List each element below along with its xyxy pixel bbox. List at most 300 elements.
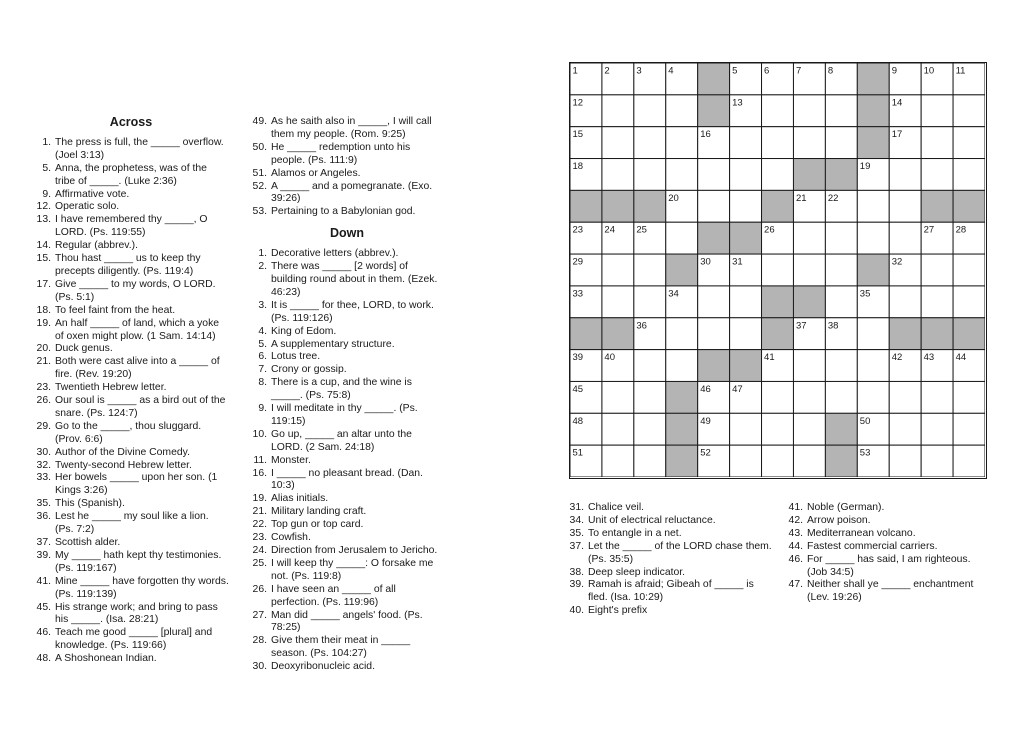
across-clue-list (33, 137, 229, 666)
across-clue (33, 201, 229, 214)
grid-cell[interactable] (921, 95, 953, 127)
grid-cell[interactable] (857, 222, 889, 254)
grid-cell[interactable] (825, 350, 857, 382)
across-clue-number: 50. (252, 141, 267, 153)
down-clue-number: 30. (252, 661, 267, 673)
down-clue-list-continued-1 (566, 502, 774, 618)
grid-block-cell (666, 381, 698, 413)
grid-cell[interactable] (793, 381, 825, 413)
across-clue-number: 9. (42, 188, 51, 200)
grid-cell[interactable] (634, 95, 666, 127)
grid-cell[interactable] (698, 159, 730, 191)
grid-cell[interactable] (857, 190, 889, 222)
down-clue-text: Neither shall ye _____ enchantment (Lev. 19:26) (807, 579, 974, 604)
grid-cell-number: 4 (668, 65, 674, 77)
grid-cell-number: 30 (700, 256, 711, 268)
grid-cell[interactable] (953, 127, 985, 159)
across-clue-text: Twentieth Hebrew letter. (55, 382, 167, 394)
grid-cell-number: 2 (604, 65, 610, 77)
down-clue-text: Deoxyribonucleic acid. (271, 661, 375, 673)
down-clue (566, 567, 774, 580)
grid-cell-number: 17 (891, 129, 903, 141)
down-clue (249, 493, 445, 506)
down-clue-text: Crony or gossip. (271, 364, 347, 376)
grid-cell[interactable] (634, 445, 666, 477)
grid-cell[interactable] (953, 413, 985, 445)
down-clue-number: 10. (252, 428, 267, 440)
grid-cell-number: 48 (572, 415, 584, 427)
down-clue-text: Military landing craft. (271, 506, 367, 518)
down-clue (249, 261, 445, 300)
down-clue-text: For _____ has said, I am righteous. (Job 34:5) (807, 553, 971, 578)
across-clue-list-continued (249, 116, 445, 219)
down-clue-text: I have seen an _____ of all perfection. (Ps. 119:96) (271, 583, 396, 608)
down-clue-text: Fastest commercial carriers. (807, 540, 938, 552)
across-clue-number: 20. (36, 343, 51, 355)
grid-cell[interactable] (825, 254, 857, 286)
middle-column (249, 116, 445, 674)
grid-block-cell (762, 286, 794, 318)
down-clue-text: A supplementary structure. (271, 338, 395, 350)
across-clue (33, 356, 229, 382)
grid-cell[interactable] (921, 413, 953, 445)
grid-cell[interactable] (762, 413, 794, 445)
across-clue (33, 343, 229, 356)
down-clue (249, 364, 445, 377)
grid-cell[interactable] (953, 286, 985, 318)
grid-cell[interactable] (602, 95, 634, 127)
across-clue-text: Both were cast alive into a _____ of fire. (Rev. 19:20) (55, 356, 220, 381)
grid-cell[interactable] (762, 254, 794, 286)
across-clue-text: My _____ hath kept thy testimonies. (Ps. 119:167) (55, 549, 222, 574)
down-clue (249, 545, 445, 558)
grid-block-cell (698, 222, 730, 254)
down-clue (249, 339, 445, 352)
across-clue-text: Alamos or Angeles. (271, 167, 361, 179)
grid-block-cell (698, 63, 730, 95)
grid-cell[interactable] (857, 350, 889, 382)
across-clue (33, 511, 229, 537)
grid-cell[interactable] (921, 286, 953, 318)
across-clue (33, 421, 229, 447)
down-clue (566, 502, 774, 515)
across-clue (33, 163, 229, 189)
down-clue-number: 47. (788, 579, 803, 591)
across-clue (33, 602, 229, 628)
grid-cell-number: 9 (891, 65, 898, 77)
down-clue (249, 468, 445, 494)
down-clue-list (249, 248, 445, 674)
grid-cell[interactable] (698, 286, 730, 318)
grid-block-cell (666, 445, 698, 477)
grid-cell[interactable] (825, 381, 857, 413)
grid-cell[interactable] (602, 159, 634, 191)
across-clue (33, 498, 229, 511)
grid-cell-number: 46 (700, 383, 711, 395)
grid-cell[interactable] (793, 127, 825, 159)
grid-cell[interactable] (921, 159, 953, 191)
grid-cell[interactable] (634, 350, 666, 382)
down-clue-number: 40. (569, 605, 584, 617)
grid-cell-number: 18 (572, 161, 584, 173)
across-clue-number: 52. (252, 180, 267, 192)
across-clue-number: 1. (42, 136, 51, 148)
across-clue (249, 142, 445, 168)
across-clue-number: 21. (36, 356, 51, 368)
grid-cell-number: 31 (732, 256, 743, 268)
across-clue (249, 206, 445, 219)
down-continued-column-1 (566, 502, 774, 618)
down-clue (785, 541, 985, 554)
across-clue-number: 29. (36, 420, 51, 432)
across-clue (249, 116, 445, 142)
across-clue-text: As he saith also in _____, I will call them my people. (Rom. 9:25) (271, 116, 432, 140)
down-clue-text: It is _____ for thee, LORD, to work. (Ps. 119:126) (271, 299, 434, 324)
grid-cell[interactable] (762, 95, 794, 127)
grid-cell[interactable] (730, 190, 762, 222)
down-clue-text: I will keep thy _____: O forsake me not. (Ps. 119:8) (271, 557, 434, 582)
crossword-grid-svg (570, 63, 985, 477)
grid-block-cell (762, 190, 794, 222)
grid-cell[interactable] (889, 286, 921, 318)
grid-block-cell (825, 445, 857, 477)
down-clue-text: Cowfish. (271, 532, 311, 544)
grid-cell[interactable] (889, 381, 921, 413)
grid-cell-number: 5 (732, 65, 738, 77)
grid-cell[interactable] (953, 159, 985, 191)
across-clue-number: 46. (36, 627, 51, 639)
grid-cell[interactable] (921, 254, 953, 286)
grid-cell[interactable] (793, 445, 825, 477)
across-clue-number: 53. (252, 206, 267, 218)
down-clue (249, 403, 445, 429)
across-clue-number: 14. (36, 240, 51, 252)
grid-cell-number: 35 (859, 288, 871, 300)
across-clue-text: Affirmative vote. (55, 188, 130, 200)
grid-cell[interactable] (666, 350, 698, 382)
grid-cell-number: 53 (859, 447, 871, 459)
down-clue-number: 37. (569, 540, 584, 552)
grid-block-cell (921, 190, 953, 222)
grid-cell[interactable] (762, 127, 794, 159)
grid-cell[interactable] (634, 254, 666, 286)
down-clue-number: 21. (252, 506, 267, 518)
grid-cell-number: 40 (604, 352, 616, 364)
grid-cell[interactable] (730, 413, 762, 445)
grid-cell[interactable] (793, 222, 825, 254)
grid-cell[interactable] (634, 127, 666, 159)
grid-cell[interactable] (666, 318, 698, 350)
grid-cell-number: 8 (827, 65, 834, 77)
down-clue-text: There is a cup, and the wine is _____. (Ps. 75:8) (271, 377, 412, 402)
down-clue (249, 558, 445, 584)
grid-cell[interactable] (921, 381, 953, 413)
grid-cell-number: 43 (923, 352, 935, 364)
across-clue-text: His strange work; and bring to pass his _____. (Isa. 28:21) (55, 601, 218, 626)
grid-cell-number: 51 (572, 447, 584, 459)
down-clue-number: 1. (258, 248, 267, 260)
down-clue-number: 41. (788, 502, 803, 513)
across-clue-number: 13. (36, 214, 51, 226)
grid-cell[interactable] (825, 127, 857, 159)
down-clue-text: Alias initials. (271, 493, 329, 505)
grid-block-cell (666, 254, 698, 286)
across-clue (33, 305, 229, 318)
across-clue-number: 36. (36, 511, 51, 523)
grid-cell[interactable] (953, 445, 985, 477)
across-clue-text: Pertaining to a Babylonian god. (271, 206, 416, 218)
grid-cell-number: 45 (572, 383, 584, 395)
grid-cell[interactable] (666, 95, 698, 127)
down-clue-text: Man did _____ angels' food. (Ps. 78:25) (271, 609, 423, 634)
grid-cell-number: 33 (572, 288, 584, 300)
grid-cell[interactable] (666, 127, 698, 159)
across-clue-text: Anna, the prophetess, was of the tribe of _____. (Luke 2:36) (55, 162, 207, 187)
down-clue (249, 455, 445, 468)
grid-cell[interactable] (889, 413, 921, 445)
grid-cell[interactable] (698, 318, 730, 350)
grid-cell[interactable] (634, 413, 666, 445)
across-clue-text: This (Spanish). (55, 498, 125, 510)
down-clue-number: 39. (569, 579, 584, 591)
grid-cell-number: 10 (923, 65, 935, 77)
grid-cell[interactable] (825, 222, 857, 254)
across-clue-text: Lest he _____ my soul like a lion. (Ps. 7:2) (55, 511, 209, 536)
across-clue-text: Go to the _____, thou sluggard. (Prov. 6:6) (55, 420, 202, 445)
grid-cell-number: 7 (795, 65, 802, 77)
grid-cell-number: 44 (955, 352, 967, 364)
grid-block-cell (730, 222, 762, 254)
grid-cell[interactable] (857, 381, 889, 413)
down-clue (566, 528, 774, 541)
grid-cell[interactable] (825, 286, 857, 318)
grid-cell-number: 16 (700, 129, 711, 141)
grid-cell[interactable] (762, 445, 794, 477)
down-clue-text: Deep sleep indicator. (588, 566, 686, 578)
grid-cell[interactable] (730, 318, 762, 350)
down-clue (249, 326, 445, 339)
grid-block-cell (825, 159, 857, 191)
grid-cell[interactable] (634, 381, 666, 413)
grid-cell[interactable] (730, 445, 762, 477)
grid-block-cell (857, 95, 889, 127)
grid-block-cell (857, 127, 889, 159)
grid-cell[interactable] (889, 222, 921, 254)
down-clue (785, 502, 985, 515)
grid-cell[interactable] (793, 413, 825, 445)
grid-cell[interactable] (666, 159, 698, 191)
grid-cell[interactable] (634, 159, 666, 191)
grid-cell-number: 14 (891, 97, 903, 109)
down-clue (249, 248, 445, 261)
grid-cell[interactable] (602, 127, 634, 159)
down-clue (785, 554, 985, 580)
grid-cell-number: 29 (572, 256, 584, 268)
across-clue (33, 447, 229, 460)
down-clue-text: Ramah is afraid; Gibeah of _____ is fled. (Isa. 10:29) (588, 579, 754, 604)
across-clue-text: Twenty-second Hebrew letter. (55, 459, 192, 471)
grid-cell[interactable] (889, 445, 921, 477)
grid-cell[interactable] (730, 286, 762, 318)
across-clue-number: 35. (36, 498, 51, 510)
across-clue (33, 395, 229, 421)
down-clue-text: Noble (German). (807, 502, 885, 513)
down-clue-number: 38. (569, 566, 584, 578)
grid-cell-number: 20 (668, 192, 679, 204)
down-clue (249, 429, 445, 455)
down-clue-text: Decorative letters (abbrev.). (271, 248, 399, 260)
grid-cell[interactable] (793, 254, 825, 286)
down-continued-column-2 (785, 502, 985, 605)
across-clue (33, 472, 229, 498)
grid-cell[interactable] (666, 222, 698, 254)
down-clue (249, 377, 445, 403)
grid-cell[interactable] (602, 254, 634, 286)
grid-cell[interactable] (889, 159, 921, 191)
down-clue (249, 661, 445, 674)
grid-block-cell (602, 190, 634, 222)
grid-cell[interactable] (889, 190, 921, 222)
down-clue-text: Lotus tree. (271, 351, 321, 363)
across-clue (33, 318, 229, 344)
down-clue-number: 8. (258, 377, 267, 389)
grid-block-cell (921, 318, 953, 350)
across-column (33, 116, 229, 666)
grid-cell[interactable] (953, 95, 985, 127)
grid-cell-number: 13 (732, 97, 743, 109)
down-clue (249, 584, 445, 610)
across-clue-text: He _____ redemption unto his people. (Ps. 111:9) (271, 141, 411, 166)
across-clue-number: 45. (36, 601, 51, 613)
grid-cell-number: 22 (827, 192, 839, 204)
down-clue (249, 610, 445, 636)
grid-cell-number: 21 (795, 192, 807, 204)
down-clue (785, 579, 985, 605)
grid-cell[interactable] (921, 445, 953, 477)
grid-cell-number: 1 (572, 65, 578, 77)
down-clue-number: 23. (252, 532, 267, 544)
grid-cell-number: 12 (572, 97, 584, 109)
down-clue-text: Unit of electrical reluctance. (588, 514, 716, 526)
down-clue (566, 605, 774, 618)
across-clue (33, 189, 229, 202)
across-clue-number: 51. (252, 167, 267, 179)
across-clue (33, 576, 229, 602)
across-clue (33, 653, 229, 666)
down-clue-list-continued-2 (785, 502, 985, 605)
down-heading: Down (329, 226, 365, 241)
across-clue-number: 23. (36, 382, 51, 394)
across-clue-number: 33. (36, 472, 51, 484)
grid-cell-number: 27 (923, 224, 935, 236)
down-clue-number: 3. (258, 299, 267, 311)
grid-cell[interactable] (602, 413, 634, 445)
grid-cell[interactable] (921, 127, 953, 159)
grid-block-cell (825, 413, 857, 445)
across-clue (33, 214, 229, 240)
grid-cell-number: 19 (859, 161, 871, 173)
grid-cell-number: 50 (859, 415, 871, 427)
down-clue-number: 46. (788, 553, 803, 565)
down-clue (566, 541, 774, 567)
grid-cell[interactable] (793, 350, 825, 382)
grid-cell[interactable] (602, 286, 634, 318)
across-clue (249, 168, 445, 181)
down-clue (249, 519, 445, 532)
across-clue-text: Mine _____ have forgotten thy words. (Ps. 119:139) (55, 575, 229, 600)
across-clue (33, 460, 229, 473)
grid-cell[interactable] (602, 445, 634, 477)
grid-cell[interactable] (730, 127, 762, 159)
grid-block-cell (570, 318, 602, 350)
grid-cell[interactable] (793, 95, 825, 127)
down-clue (566, 579, 774, 605)
across-heading: Across (109, 115, 153, 129)
down-clue-number: 4. (258, 325, 267, 337)
grid-block-cell (730, 350, 762, 382)
grid-block-cell (857, 254, 889, 286)
down-clue-number: 28. (252, 635, 267, 647)
down-clue-text: Monster. (271, 454, 311, 466)
down-clue-number: 31. (569, 502, 584, 513)
grid-cell[interactable] (825, 95, 857, 127)
grid-block-cell (857, 63, 889, 95)
down-clue-text: Arrow poison. (807, 514, 871, 526)
across-clue (33, 382, 229, 395)
grid-cell[interactable] (857, 318, 889, 350)
across-clue-text: A _____ and a pomegranate. (Exo. 39:26) (271, 180, 433, 205)
crossword-grid (569, 62, 987, 479)
grid-cell[interactable] (953, 254, 985, 286)
down-clue-text: There was _____ [2 words] of building round about in them. (Ezek. 46:23) (271, 261, 438, 298)
across-clue-text: The press is full, the _____ overflow. (Joel 3:13) (55, 136, 224, 161)
grid-cell[interactable] (762, 381, 794, 413)
grid-cell-number: 47 (732, 383, 743, 395)
grid-block-cell (793, 159, 825, 191)
down-clue-text: Direction from Jerusalem to Jericho. (271, 545, 438, 556)
across-clue-text: A Shoshonean Indian. (55, 653, 157, 665)
across-clue-text: Operatic solo. (55, 201, 120, 213)
across-clue-number: 18. (36, 304, 51, 316)
grid-cell[interactable] (698, 190, 730, 222)
grid-cell[interactable] (730, 159, 762, 191)
across-clue (33, 550, 229, 576)
down-clue-text: King of Edom. (271, 325, 337, 337)
grid-cell[interactable] (602, 381, 634, 413)
grid-cell[interactable] (634, 286, 666, 318)
grid-cell[interactable] (762, 159, 794, 191)
down-clue-text: Give them their meat in _____ season. (Ps. 104:27) (271, 635, 411, 660)
across-clue-number: 15. (36, 253, 51, 265)
down-clue-number: 16. (252, 467, 267, 479)
down-clue-number: 2. (258, 261, 267, 273)
grid-cell-number: 15 (572, 129, 584, 141)
across-clue-text: To feel faint from the heat. (55, 304, 176, 316)
down-clue-number: 22. (252, 519, 267, 531)
down-clue-text: To entangle in a net. (588, 527, 682, 539)
grid-cell[interactable] (953, 381, 985, 413)
down-clue-number: 35. (569, 527, 584, 539)
grid-block-cell (762, 318, 794, 350)
grid-cell-number: 23 (572, 224, 584, 236)
grid-cell-number: 52 (700, 447, 711, 459)
across-clue-number: 19. (36, 317, 51, 329)
grid-block-cell (602, 318, 634, 350)
across-clue-text: Author of the Divine Comedy. (55, 446, 190, 458)
down-clue (249, 635, 445, 661)
down-clue (249, 532, 445, 545)
grid-cell-number: 42 (891, 352, 903, 364)
